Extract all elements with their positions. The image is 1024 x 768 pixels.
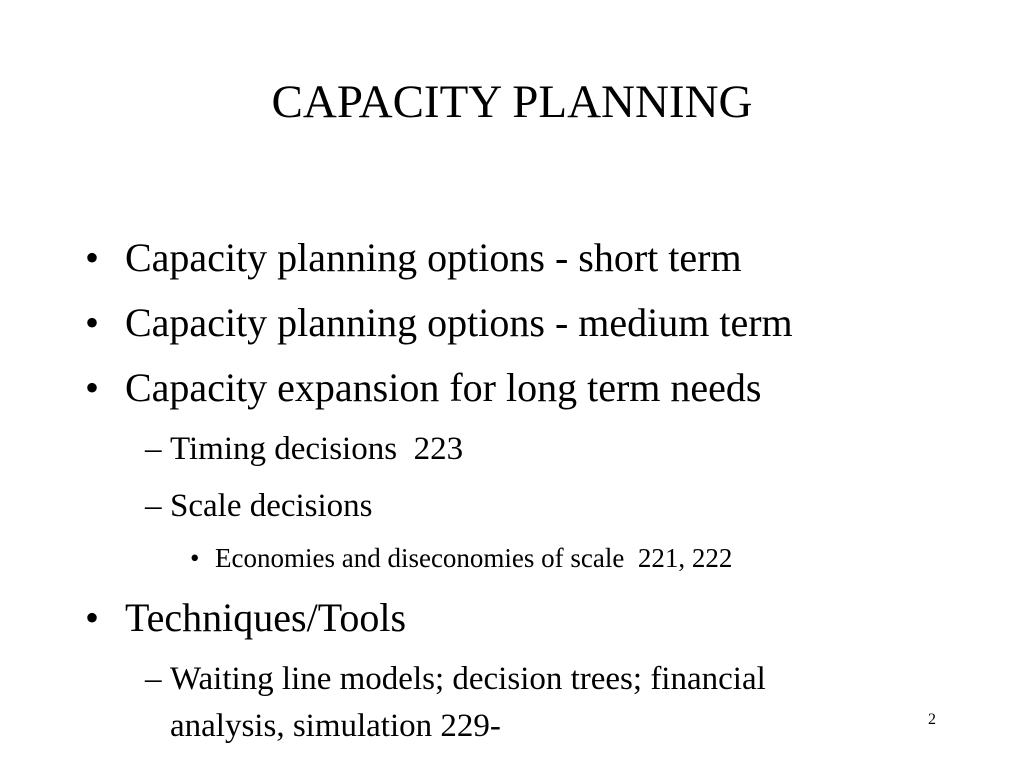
dash-marker: – [145,431,162,467]
list-item-text: Capacity planning options - medium term [125,300,793,345]
list-item-text: Capacity planning options - short term [125,235,742,280]
list-item-text: Scale decisions [170,488,373,524]
bullet-marker: • [85,235,100,280]
list-item-text: Capacity expansion for long term needs [125,365,762,410]
list-item-text: Techniques/Tools [125,595,407,640]
bullet-marker: • [85,300,100,345]
bullet-marker: • [85,595,100,640]
page-number: 2 [928,711,936,728]
list-item-text: Economies and diseconomies of scale 221, 222 [215,543,733,573]
list-item-text-continuation: analysis, simulation 229- [170,708,501,744]
list-item-text: Timing decisions 223 [170,431,464,467]
slide-title: CAPACITY PLANNING [271,76,753,128]
dash-marker: – [145,661,162,697]
bullet-marker: • [190,543,200,573]
bullet-marker: • [85,365,100,410]
dash-marker: – [145,488,162,524]
list-item-text: Waiting line models; decision trees; financial [170,661,766,697]
